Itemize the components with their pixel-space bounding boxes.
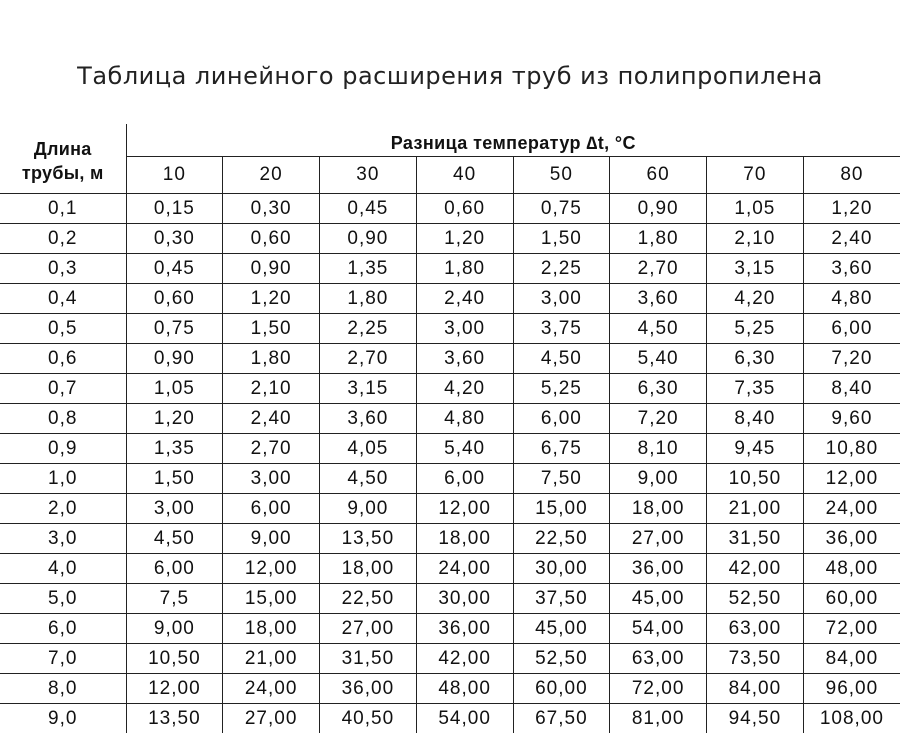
expansion-value-cell: 13,50 — [320, 524, 417, 554]
expansion-value-cell: 1,20 — [803, 194, 900, 224]
expansion-value-cell: 0,30 — [126, 224, 223, 254]
expansion-value-cell: 4,05 — [320, 434, 417, 464]
expansion-value-cell: 3,60 — [803, 254, 900, 284]
pipe-length-cell: 0,7 — [0, 374, 126, 404]
table-row — [0, 704, 900, 734]
expansion-value-cell: 72,00 — [610, 674, 707, 704]
table-row — [0, 464, 900, 494]
expansion-value-cell: 1,80 — [610, 224, 707, 254]
expansion-value-cell: 12,00 — [126, 674, 223, 704]
expansion-value-cell: 2,10 — [707, 224, 804, 254]
table-row — [0, 404, 900, 434]
expansion-value-cell: 84,00 — [707, 674, 804, 704]
expansion-value-cell: 22,50 — [320, 584, 417, 614]
expansion-value-cell: 10,80 — [803, 434, 900, 464]
expansion-value-cell: 63,00 — [707, 614, 804, 644]
expansion-value-cell: 72,00 — [803, 614, 900, 644]
expansion-value-cell: 7,50 — [513, 464, 610, 494]
expansion-value-cell: 12,00 — [416, 494, 513, 524]
expansion-value-cell: 1,05 — [707, 194, 804, 224]
expansion-value-cell: 2,40 — [416, 284, 513, 314]
expansion-value-cell: 1,35 — [126, 434, 223, 464]
expansion-value-cell: 31,50 — [707, 524, 804, 554]
pipe-length-cell: 1,0 — [0, 464, 126, 494]
expansion-value-cell: 4,80 — [416, 404, 513, 434]
expansion-value-cell: 13,50 — [126, 704, 223, 734]
table-row — [0, 644, 900, 674]
expansion-value-cell: 45,00 — [610, 584, 707, 614]
expansion-value-cell: 5,40 — [416, 434, 513, 464]
expansion-value-cell: 54,00 — [610, 614, 707, 644]
pipe-length-cell: 6,0 — [0, 614, 126, 644]
expansion-value-cell: 4,20 — [416, 374, 513, 404]
expansion-value-cell: 6,30 — [610, 374, 707, 404]
expansion-value-cell: 10,50 — [126, 644, 223, 674]
expansion-value-cell: 30,00 — [513, 554, 610, 584]
expansion-value-cell: 27,00 — [610, 524, 707, 554]
expansion-value-cell: 9,45 — [707, 434, 804, 464]
table-row — [0, 614, 900, 644]
expansion-value-cell: 60,00 — [513, 674, 610, 704]
expansion-value-cell: 1,80 — [320, 284, 417, 314]
expansion-value-cell: 4,50 — [610, 314, 707, 344]
length-column-header — [0, 124, 126, 194]
expansion-value-cell: 3,60 — [416, 344, 513, 374]
expansion-value-cell: 2,40 — [223, 404, 320, 434]
expansion-value-cell: 0,30 — [223, 194, 320, 224]
expansion-value-cell: 36,00 — [320, 674, 417, 704]
expansion-value-cell: 54,00 — [416, 704, 513, 734]
pipe-length-cell: 0,6 — [0, 344, 126, 374]
table-row — [0, 494, 900, 524]
expansion-value-cell: 3,60 — [320, 404, 417, 434]
expansion-value-cell: 18,00 — [223, 614, 320, 644]
expansion-value-cell: 1,50 — [126, 464, 223, 494]
expansion-value-cell: 31,50 — [320, 644, 417, 674]
expansion-value-cell: 7,20 — [803, 344, 900, 374]
expansion-value-cell: 0,90 — [126, 344, 223, 374]
expansion-value-cell: 0,60 — [223, 224, 320, 254]
expansion-value-cell: 2,25 — [513, 254, 610, 284]
expansion-value-cell: 52,50 — [513, 644, 610, 674]
expansion-value-cell: 5,25 — [513, 374, 610, 404]
temperature-header-cell: 60 — [610, 157, 707, 194]
table-row — [0, 314, 900, 344]
temperature-header-cell: 40 — [416, 157, 513, 194]
expansion-value-cell: 30,00 — [416, 584, 513, 614]
expansion-value-cell: 52,50 — [707, 584, 804, 614]
pipe-length-cell: 0,5 — [0, 314, 126, 344]
expansion-value-cell: 2,70 — [223, 434, 320, 464]
expansion-value-cell: 2,40 — [803, 224, 900, 254]
expansion-value-cell: 6,00 — [803, 314, 900, 344]
expansion-value-cell: 36,00 — [803, 524, 900, 554]
expansion-value-cell: 45,00 — [513, 614, 610, 644]
temperature-header-cell: 80 — [803, 157, 900, 194]
expansion-value-cell: 2,70 — [610, 254, 707, 284]
expansion-value-cell: 27,00 — [223, 704, 320, 734]
temperature-header-cell: 30 — [320, 157, 417, 194]
expansion-value-cell: 9,00 — [223, 524, 320, 554]
expansion-value-cell: 4,50 — [513, 344, 610, 374]
expansion-value-cell: 0,15 — [126, 194, 223, 224]
expansion-value-cell: 0,45 — [126, 254, 223, 284]
expansion-value-cell: 22,50 — [513, 524, 610, 554]
expansion-value-cell: 36,00 — [610, 554, 707, 584]
pipe-length-cell: 7,0 — [0, 644, 126, 674]
pipe-length-cell: 5,0 — [0, 584, 126, 614]
expansion-value-cell: 1,20 — [416, 224, 513, 254]
temperature-header-cell: 10 — [126, 157, 223, 194]
temperature-header-cell: 50 — [513, 157, 610, 194]
expansion-value-cell: 1,50 — [223, 314, 320, 344]
temperature-header-cell: 70 — [707, 157, 804, 194]
table-row — [0, 344, 900, 374]
pipe-length-cell: 2,0 — [0, 494, 126, 524]
expansion-value-cell: 1,20 — [126, 404, 223, 434]
expansion-value-cell: 84,00 — [803, 644, 900, 674]
expansion-value-cell: 15,00 — [513, 494, 610, 524]
expansion-value-cell: 24,00 — [803, 494, 900, 524]
expansion-value-cell: 48,00 — [416, 674, 513, 704]
expansion-value-cell: 48,00 — [803, 554, 900, 584]
expansion-value-cell: 0,90 — [320, 224, 417, 254]
table-row — [0, 524, 900, 554]
expansion-value-cell: 24,00 — [223, 674, 320, 704]
expansion-value-cell: 0,90 — [610, 194, 707, 224]
expansion-value-cell: 9,00 — [320, 494, 417, 524]
table-row — [0, 584, 900, 614]
expansion-value-cell: 6,75 — [513, 434, 610, 464]
expansion-value-cell: 9,60 — [803, 404, 900, 434]
page-title: Таблица линейного расширения труб из полипропилена — [77, 62, 823, 90]
expansion-value-cell: 18,00 — [320, 554, 417, 584]
expansion-value-cell: 3,75 — [513, 314, 610, 344]
table-row — [0, 284, 900, 314]
pipe-length-cell: 8,0 — [0, 674, 126, 704]
expansion-value-cell: 6,00 — [126, 554, 223, 584]
expansion-value-cell: 5,40 — [610, 344, 707, 374]
expansion-value-cell: 9,00 — [126, 614, 223, 644]
expansion-value-cell: 6,30 — [707, 344, 804, 374]
expansion-value-cell: 81,00 — [610, 704, 707, 734]
expansion-value-cell: 7,20 — [610, 404, 707, 434]
table-row — [0, 224, 900, 254]
length-header-line2: трубы, м — [21, 162, 104, 183]
length-header-line1: Длина — [33, 138, 92, 159]
expansion-value-cell: 0,75 — [513, 194, 610, 224]
expansion-value-cell: 21,00 — [707, 494, 804, 524]
expansion-value-cell: 3,00 — [126, 494, 223, 524]
expansion-value-cell: 3,00 — [223, 464, 320, 494]
table-row — [0, 194, 900, 224]
expansion-value-cell: 0,60 — [126, 284, 223, 314]
table-row — [0, 554, 900, 584]
pipe-length-cell: 0,3 — [0, 254, 126, 284]
expansion-value-cell: 96,00 — [803, 674, 900, 704]
table-row — [0, 674, 900, 704]
expansion-value-cell: 37,50 — [513, 584, 610, 614]
expansion-value-cell: 8,10 — [610, 434, 707, 464]
expansion-value-cell: 40,50 — [320, 704, 417, 734]
expansion-table — [0, 124, 900, 733]
expansion-value-cell: 9,00 — [610, 464, 707, 494]
expansion-value-cell: 0,75 — [126, 314, 223, 344]
expansion-value-cell: 18,00 — [416, 524, 513, 554]
expansion-value-cell: 3,00 — [416, 314, 513, 344]
expansion-value-cell: 3,60 — [610, 284, 707, 314]
expansion-value-cell: 60,00 — [803, 584, 900, 614]
expansion-value-cell: 1,80 — [416, 254, 513, 284]
expansion-value-cell: 3,15 — [320, 374, 417, 404]
expansion-value-cell: 1,20 — [223, 284, 320, 314]
expansion-value-cell: 4,20 — [707, 284, 804, 314]
expansion-value-cell: 108,00 — [819, 707, 884, 729]
pipe-length-cell: 0,2 — [0, 224, 126, 254]
expansion-value-cell: 2,70 — [320, 344, 417, 374]
expansion-value-cell: 7,5 — [126, 584, 223, 614]
expansion-value-cell: 42,00 — [707, 554, 804, 584]
expansion-value-cell: 6,00 — [223, 494, 320, 524]
expansion-value-cell: 94,50 — [707, 704, 804, 734]
pipe-length-cell: 9,0 — [0, 704, 126, 734]
expansion-value-cell: 1,35 — [320, 254, 417, 284]
expansion-value-cell: 8,40 — [803, 374, 900, 404]
expansion-value-cell: 0,90 — [223, 254, 320, 284]
expansion-value-cell: 3,00 — [513, 284, 610, 314]
expansion-value-cell: 27,00 — [320, 614, 417, 644]
expansion-value-cell: 6,00 — [513, 404, 610, 434]
expansion-value-cell: 24,00 — [416, 554, 513, 584]
expansion-value-cell: 6,00 — [416, 464, 513, 494]
expansion-value-cell: 2,10 — [223, 374, 320, 404]
expansion-value-cell: 0,45 — [320, 194, 417, 224]
expansion-value-cell: 1,05 — [126, 374, 223, 404]
expansion-value-cell: 5,25 — [707, 314, 804, 344]
table-row — [0, 254, 900, 284]
expansion-value-cell: 73,50 — [707, 644, 804, 674]
temperature-group-header: Разница температур ∆t, °C — [126, 124, 900, 157]
expansion-value-cell: 0,60 — [416, 194, 513, 224]
expansion-value-cell: 4,50 — [320, 464, 417, 494]
expansion-value-cell: 18,00 — [610, 494, 707, 524]
expansion-value-cell: 42,00 — [416, 644, 513, 674]
expansion-value-cell: 15,00 — [223, 584, 320, 614]
expansion-value-cell: 10,50 — [707, 464, 804, 494]
pipe-length-cell: 0,9 — [0, 434, 126, 464]
pipe-length-cell: 0,4 — [0, 284, 126, 314]
table-row — [0, 434, 900, 464]
temperature-header-cell: 20 — [223, 157, 320, 194]
expansion-value-cell: 2,25 — [320, 314, 417, 344]
expansion-value-cell: 4,80 — [803, 284, 900, 314]
expansion-value-cell: 8,40 — [707, 404, 804, 434]
expansion-value-cell: 21,00 — [223, 644, 320, 674]
expansion-value-cell: 67,50 — [513, 704, 610, 734]
pipe-length-cell: 3,0 — [0, 524, 126, 554]
expansion-value-cell: 12,00 — [803, 464, 900, 494]
expansion-value-cell: 7,35 — [707, 374, 804, 404]
pipe-length-cell: 0,1 — [0, 194, 126, 224]
expansion-value-cell: 1,80 — [223, 344, 320, 374]
pipe-length-cell: 0,8 — [0, 404, 126, 434]
pipe-length-cell: 4,0 — [0, 554, 126, 584]
expansion-value-cell: 4,50 — [126, 524, 223, 554]
table-row — [0, 374, 900, 404]
expansion-value-cell: 63,00 — [610, 644, 707, 674]
expansion-value-cell: 3,15 — [707, 254, 804, 284]
expansion-value-cell: 12,00 — [223, 554, 320, 584]
expansion-value-cell: 36,00 — [416, 614, 513, 644]
expansion-value-cell: 1,50 — [513, 224, 610, 254]
